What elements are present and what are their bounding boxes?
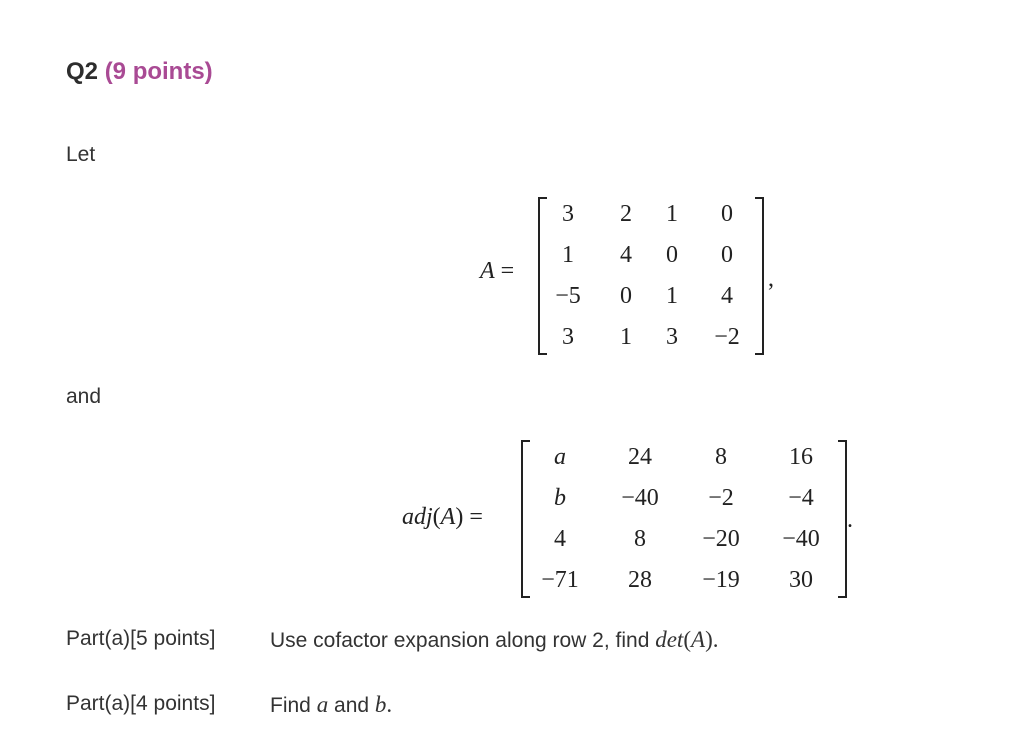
adj-function-name: adj bbox=[402, 504, 433, 530]
part-b-and: and bbox=[328, 694, 375, 717]
matrix-a-cell-r4-c4: −2 bbox=[714, 324, 740, 350]
part-a-text: Use cofactor expansion along row 2, find bbox=[270, 629, 656, 652]
matrix-a-symbol: A bbox=[480, 258, 495, 284]
matrix-adj-cell-r1-c3: 8 bbox=[715, 444, 727, 470]
matrix-a-cell-r3-c2: 0 bbox=[620, 283, 632, 309]
variable-b: b bbox=[374, 692, 387, 717]
question-points: (9 points) bbox=[104, 58, 213, 85]
matrix-adj-cell-r3-c3: −20 bbox=[702, 526, 740, 552]
matrix-a-cell-r3-c4: 4 bbox=[721, 283, 733, 309]
matrix-adj-cell-r2-c4: −4 bbox=[788, 485, 814, 511]
matrix-a-label bbox=[480, 258, 514, 285]
question-heading bbox=[66, 58, 213, 86]
matrix-adj-label bbox=[402, 504, 483, 531]
matrix-adj-cell-r3-c4: −40 bbox=[782, 526, 820, 552]
matrix-adj-cell-r2-c1: b bbox=[554, 485, 566, 511]
matrix-a-cell-r1-c4: 0 bbox=[721, 201, 733, 227]
matrix-adj-right-bracket bbox=[838, 440, 847, 598]
matrix-adj-cell-r4-c1: −71 bbox=[541, 567, 579, 593]
matrix-a-cell-r4-c2: 1 bbox=[620, 324, 632, 350]
matrix-adj-cell-r1-c1: a bbox=[554, 444, 566, 470]
matrix-adj-cell-r2-c2: −40 bbox=[621, 485, 659, 511]
matrix-adj-cell-r4-c4: 30 bbox=[789, 567, 813, 593]
part-b-label: Part(a)[4 points] bbox=[66, 692, 216, 715]
matrix-a-cell-r1-c2: 2 bbox=[620, 201, 632, 227]
matrix-adj-period: . bbox=[847, 507, 853, 533]
question-number: Q2 bbox=[66, 58, 99, 85]
adj-close-paren: ) bbox=[455, 504, 464, 530]
matrix-a-cell-r3-c1: −5 bbox=[555, 283, 581, 309]
part-a-label: Part(a)[5 points] bbox=[66, 627, 216, 650]
matrix-adj-cell-r1-c4: 16 bbox=[789, 444, 813, 470]
matrix-a-cell-r2-c1: 1 bbox=[562, 242, 574, 268]
matrix-adj-cell-r3-c2: 8 bbox=[634, 526, 646, 552]
det-function: det bbox=[655, 627, 684, 652]
variable-a: a bbox=[316, 692, 329, 717]
part-a-question bbox=[270, 627, 718, 653]
matrix-a-comma: , bbox=[768, 266, 774, 292]
intro-let: Let bbox=[66, 143, 96, 166]
part-b-question bbox=[270, 692, 392, 718]
matrix-a-cell-r2-c2: 4 bbox=[620, 242, 632, 268]
matrix-a-cell-r4-c1: 3 bbox=[562, 324, 574, 350]
det-close-paren: ). bbox=[705, 627, 719, 652]
adj-argument: A bbox=[440, 504, 456, 530]
matrix-a-cell-r3-c3: 1 bbox=[666, 283, 678, 309]
part-b-period: . bbox=[386, 692, 393, 717]
matrix-a-cell-r1-c3: 1 bbox=[666, 201, 678, 227]
det-open-paren: ( bbox=[683, 627, 691, 652]
matrix-adj-cell-r4-c3: −19 bbox=[702, 567, 740, 593]
part-b-text: Find bbox=[270, 694, 317, 717]
matrix-adj-cell-r2-c3: −2 bbox=[708, 485, 734, 511]
matrix-a-cell-r2-c3: 0 bbox=[666, 242, 678, 268]
adj-open-paren: ( bbox=[432, 504, 441, 530]
matrix-adj-cell-r3-c1: 4 bbox=[554, 526, 566, 552]
matrix-a-equals: = bbox=[500, 258, 515, 284]
det-argument: A bbox=[691, 627, 706, 652]
matrix-adj-equals: = bbox=[469, 504, 483, 530]
intro-and: and bbox=[66, 385, 102, 408]
matrix-a-cell-r2-c4: 0 bbox=[721, 242, 733, 268]
matrix-a-cell-r1-c1: 3 bbox=[562, 201, 574, 227]
matrix-adj-cell-r1-c2: 24 bbox=[628, 444, 652, 470]
matrix-a-cell-r4-c3: 3 bbox=[666, 324, 678, 350]
matrix-adj-cell-r4-c2: 28 bbox=[628, 567, 652, 593]
